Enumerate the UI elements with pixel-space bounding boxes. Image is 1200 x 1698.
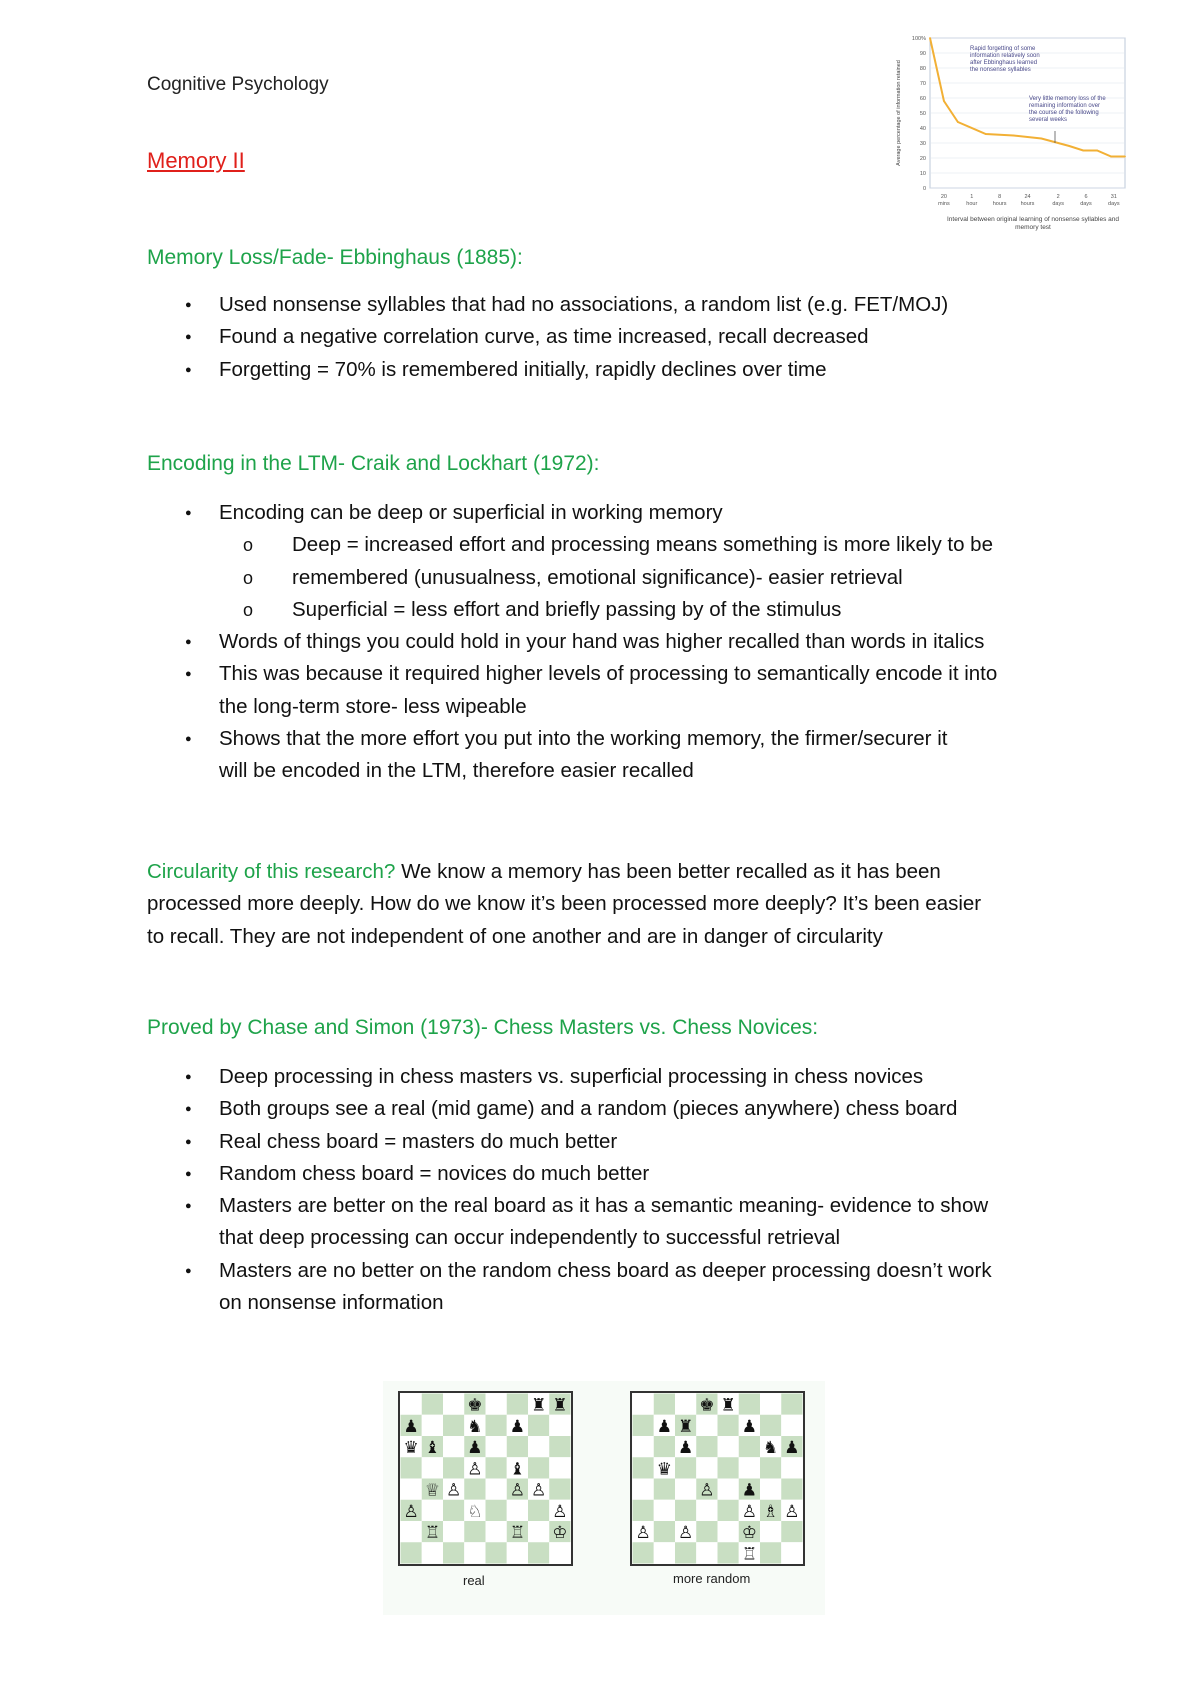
black-queen-icon: ♛ bbox=[403, 1438, 419, 1458]
white-rook-icon: ♖ bbox=[741, 1544, 757, 1565]
board-square bbox=[760, 1479, 781, 1500]
board-square bbox=[401, 1457, 422, 1478]
board-square bbox=[443, 1542, 464, 1563]
board-square bbox=[507, 1500, 528, 1521]
list-item: ● Masters are better on the real board as it has a semantic meaning- evidence to show bbox=[147, 1190, 1097, 1222]
board-square bbox=[675, 1394, 696, 1415]
annotation-little-3: the course of the following bbox=[1029, 110, 1099, 116]
white-pawn-icon: ♙ bbox=[467, 1459, 483, 1480]
y-tick-label: 0 bbox=[922, 186, 926, 192]
board-square bbox=[443, 1500, 464, 1521]
board-square bbox=[549, 1542, 570, 1563]
y-tick-label: 10 bbox=[919, 171, 926, 177]
black-knight-icon: ♞ bbox=[467, 1416, 483, 1437]
x-tick-label: 2 bbox=[1056, 194, 1060, 200]
y-tick-label: 60 bbox=[919, 96, 926, 102]
list-item: ● Random chess board = novices do much better bbox=[147, 1158, 1097, 1190]
board-square bbox=[486, 1415, 507, 1436]
board-square bbox=[696, 1542, 717, 1563]
board-square bbox=[781, 1521, 802, 1542]
annotation-little-4: several weeks bbox=[1029, 117, 1068, 123]
data-point bbox=[1096, 150, 1098, 152]
board-square bbox=[633, 1542, 654, 1563]
black-pawn-icon: ♟ bbox=[741, 1416, 757, 1437]
board-square bbox=[528, 1500, 549, 1521]
white-pawn-icon: ♙ bbox=[531, 1480, 547, 1501]
board-square bbox=[675, 1542, 696, 1563]
board-square bbox=[443, 1394, 464, 1415]
y-tick-label: 70 bbox=[919, 81, 926, 87]
x-tick-unit: hours bbox=[992, 201, 1007, 207]
y-tick-label: 80 bbox=[919, 66, 926, 72]
board-square bbox=[654, 1500, 675, 1521]
black-king-icon: ♚ bbox=[467, 1395, 483, 1416]
data-point bbox=[1110, 156, 1112, 158]
x-tick-unit: days bbox=[1080, 201, 1092, 207]
board-square bbox=[696, 1500, 717, 1521]
board-square bbox=[507, 1542, 528, 1563]
y-tick-label: 90 bbox=[919, 51, 926, 57]
data-point bbox=[985, 133, 987, 135]
list-item: ● Real chess board = masters do much better bbox=[147, 1126, 1097, 1158]
board-square bbox=[633, 1415, 654, 1436]
board-square bbox=[654, 1521, 675, 1542]
board-square bbox=[486, 1542, 507, 1563]
list-item: ● Forgetting = 70% is remembered initially, rapidly declines over time bbox=[147, 354, 1097, 386]
board-square bbox=[696, 1436, 717, 1457]
white-king-icon: ♔ bbox=[552, 1523, 568, 1543]
white-pawn-icon: ♙ bbox=[699, 1480, 715, 1501]
board-square bbox=[401, 1394, 422, 1415]
black-rook-icon: ♜ bbox=[678, 1416, 694, 1437]
board-square bbox=[443, 1436, 464, 1457]
list-item-text: remembered (unusualness, emotional significance)- easier retrieval bbox=[292, 565, 903, 589]
circularity-line-1: We know a memory has been better recalled as it has been bbox=[395, 860, 941, 883]
annotation-rapid-2: information relatively soon bbox=[970, 53, 1040, 59]
black-pawn-icon: ♟ bbox=[403, 1416, 419, 1437]
black-pawn-icon: ♟ bbox=[509, 1416, 525, 1437]
board-square bbox=[549, 1436, 570, 1457]
board-square bbox=[507, 1394, 528, 1415]
board-square bbox=[718, 1436, 739, 1457]
list-item-continued: on nonsense information bbox=[219, 1291, 444, 1315]
board-square bbox=[739, 1457, 760, 1478]
chess-boards-figure bbox=[383, 1381, 825, 1615]
white-pawn-icon: ♙ bbox=[678, 1523, 694, 1543]
black-pawn-icon: ♟ bbox=[784, 1438, 800, 1458]
board-square bbox=[696, 1457, 717, 1478]
chess-board-real bbox=[398, 1391, 573, 1566]
board-square bbox=[633, 1457, 654, 1478]
board-square bbox=[486, 1500, 507, 1521]
data-point bbox=[957, 121, 959, 123]
board-square bbox=[422, 1457, 443, 1478]
circularity-paragraph bbox=[147, 856, 1077, 953]
board-square bbox=[760, 1457, 781, 1478]
ebbinghaus-bullets bbox=[147, 289, 1097, 386]
x-tick-unit: days bbox=[1108, 201, 1120, 207]
board-square bbox=[633, 1394, 654, 1415]
list-item: ● Used nonsense syllables that had no associations, a random list (e.g. FET/MOJ) bbox=[147, 289, 1097, 321]
list-item: ● Shows that the more effort you put into the working memory, the firmer/securer it bbox=[147, 723, 1097, 755]
board-square bbox=[633, 1500, 654, 1521]
board-square bbox=[422, 1394, 443, 1415]
data-point bbox=[1013, 135, 1015, 137]
black-rook-icon: ♜ bbox=[552, 1395, 568, 1416]
board-square bbox=[718, 1415, 739, 1436]
x-tick-unit: hour bbox=[966, 201, 978, 207]
black-rook-icon: ♜ bbox=[531, 1395, 547, 1416]
board-square bbox=[422, 1500, 443, 1521]
white-pawn-icon: ♙ bbox=[446, 1480, 462, 1501]
circularity-line-3: to recall. They are not independent of one another and are in danger of circularity bbox=[147, 924, 883, 948]
board-square bbox=[633, 1479, 654, 1500]
black-pawn-icon: ♟ bbox=[467, 1438, 483, 1458]
board-square bbox=[718, 1521, 739, 1542]
chart-ylabel: Average percentage of information retained bbox=[896, 60, 902, 166]
board-square bbox=[443, 1415, 464, 1436]
list-item: ● Masters are no better on the random chess board as deeper processing doesn’t work bbox=[147, 1255, 1097, 1287]
list-item-continued: will be encoded in the LTM, therefore easier recalled bbox=[219, 759, 694, 783]
board-square bbox=[549, 1457, 570, 1478]
chart-xlabel: Interval between original learning of nonsense syllables and memory test bbox=[947, 216, 1119, 231]
board-square bbox=[654, 1479, 675, 1500]
forgetting-curve-chart bbox=[888, 28, 1140, 253]
white-bishop-icon: ♗ bbox=[763, 1501, 779, 1522]
x-tick-label: 8 bbox=[998, 194, 1002, 200]
board-square bbox=[422, 1542, 443, 1563]
board-square bbox=[549, 1415, 570, 1436]
x-tick-unit: days bbox=[1052, 201, 1064, 207]
board-square bbox=[464, 1479, 485, 1500]
board-square bbox=[528, 1457, 549, 1478]
board-square bbox=[760, 1521, 781, 1542]
board-square bbox=[549, 1479, 570, 1500]
black-bishop-icon: ♝ bbox=[509, 1459, 525, 1480]
white-knight-icon: ♘ bbox=[467, 1501, 483, 1522]
board-label-real: real bbox=[463, 1573, 485, 1588]
board-square bbox=[675, 1500, 696, 1521]
board-square bbox=[718, 1479, 739, 1500]
board-square bbox=[443, 1457, 464, 1478]
x-tick-label: 24 bbox=[1024, 194, 1031, 200]
board-square bbox=[654, 1394, 675, 1415]
board-square bbox=[401, 1521, 422, 1542]
black-bishop-icon: ♝ bbox=[424, 1438, 440, 1458]
annotation-rapid-1: Rapid forgetting of some bbox=[970, 46, 1036, 52]
data-point bbox=[1068, 145, 1070, 147]
list-item: ● Deep processing in chess masters vs. superficial processing in chess novices bbox=[147, 1061, 1097, 1093]
board-square bbox=[528, 1415, 549, 1436]
chart-xlabel-box bbox=[943, 216, 1123, 246]
list-item-continued: the long-term store- less wipeable bbox=[219, 694, 527, 718]
list-item: ● Both groups see a real (mid game) and a random (pieces anywhere) chess board bbox=[147, 1093, 1097, 1125]
board-square bbox=[696, 1521, 717, 1542]
white-king-icon: ♔ bbox=[741, 1523, 757, 1543]
heading-chase-simon: Proved by Chase and Simon (1973)- Chess Masters vs. Chess Novices: bbox=[147, 1016, 819, 1039]
craik-lockhart-bullets bbox=[147, 497, 1097, 788]
y-tick-label: 20 bbox=[919, 156, 926, 162]
board-square bbox=[654, 1542, 675, 1563]
black-pawn-icon: ♟ bbox=[741, 1480, 757, 1501]
board-square bbox=[486, 1479, 507, 1500]
board-square bbox=[464, 1521, 485, 1542]
list-item: ● Words of things you could hold in your hand was higher recalled than words in italics bbox=[147, 626, 1097, 658]
data-point bbox=[929, 37, 931, 39]
board-square bbox=[781, 1394, 802, 1415]
circularity-line-2: processed more deeply. How do we know it’s been processed more deeply? It’s been easier bbox=[147, 892, 982, 916]
board-square bbox=[486, 1457, 507, 1478]
data-point bbox=[943, 100, 945, 102]
board-square bbox=[718, 1457, 739, 1478]
list-item-continued: that deep processing can occur independently to successful retrieval bbox=[219, 1226, 841, 1250]
board-square bbox=[486, 1521, 507, 1542]
black-knight-icon: ♞ bbox=[763, 1438, 779, 1458]
black-pawn-icon: ♟ bbox=[656, 1416, 672, 1437]
page-header-course: Cognitive Psychology bbox=[147, 74, 329, 95]
white-pawn-icon: ♙ bbox=[635, 1523, 651, 1543]
board-square bbox=[654, 1436, 675, 1457]
board-square bbox=[781, 1457, 802, 1478]
board-square bbox=[401, 1479, 422, 1500]
annotation-little-1: Very little memory loss of the bbox=[1029, 96, 1106, 102]
y-tick-label: 50 bbox=[919, 111, 926, 117]
x-tick-unit: mins bbox=[938, 201, 950, 207]
board-square bbox=[739, 1436, 760, 1457]
list-item: ● This was because it required higher levels of processing to semantically encode it into bbox=[147, 658, 1097, 690]
sub-list-item: o Superficial = less effort and briefly passing by of the stimulus bbox=[147, 594, 1097, 626]
board-square bbox=[486, 1436, 507, 1457]
data-point bbox=[1041, 138, 1043, 140]
white-pawn-icon: ♙ bbox=[784, 1501, 800, 1522]
y-tick-label: 100% bbox=[911, 36, 926, 42]
board-square bbox=[760, 1415, 781, 1436]
board-square bbox=[633, 1436, 654, 1457]
board-square bbox=[718, 1500, 739, 1521]
white-pawn-icon: ♙ bbox=[741, 1501, 757, 1522]
x-tick-label: 1 bbox=[970, 194, 974, 200]
board-square bbox=[696, 1415, 717, 1436]
board-square bbox=[760, 1394, 781, 1415]
white-rook-icon: ♖ bbox=[424, 1523, 440, 1543]
white-pawn-icon: ♙ bbox=[552, 1501, 568, 1522]
heading-craik-lockhart: Encoding in the LTM- Craik and Lockhart (1972): bbox=[147, 452, 600, 475]
white-pawn-icon: ♙ bbox=[403, 1501, 419, 1522]
white-queen-icon: ♕ bbox=[424, 1480, 440, 1501]
black-rook-icon: ♜ bbox=[720, 1395, 736, 1416]
board-square bbox=[507, 1436, 528, 1457]
sub-list-item: o Deep = increased effort and processing means something is more likely to be bbox=[147, 529, 1097, 561]
board-square bbox=[486, 1394, 507, 1415]
board-square bbox=[718, 1542, 739, 1563]
board-square bbox=[675, 1457, 696, 1478]
board-square bbox=[528, 1436, 549, 1457]
board-square bbox=[422, 1415, 443, 1436]
x-tick-label: 20 bbox=[940, 194, 947, 200]
data-point bbox=[1082, 150, 1084, 152]
list-item: ● Found a negative correlation curve, as time increased, recall decreased bbox=[147, 321, 1097, 353]
board-square bbox=[528, 1521, 549, 1542]
page-title: Memory II bbox=[147, 148, 245, 173]
chess-board-random bbox=[630, 1391, 805, 1566]
board-square bbox=[401, 1542, 422, 1563]
heading-ebbinghaus: Memory Loss/Fade- Ebbinghaus (1885): bbox=[147, 246, 523, 269]
board-square bbox=[781, 1415, 802, 1436]
white-pawn-icon: ♙ bbox=[509, 1480, 525, 1501]
list-item: ● Encoding can be deep or superficial in working memory bbox=[147, 497, 1097, 529]
x-tick-unit: hours bbox=[1020, 201, 1035, 207]
board-label-random: more random bbox=[673, 1571, 751, 1586]
y-tick-label: 40 bbox=[919, 126, 926, 132]
annotation-rapid-3: after Ebbinghaus learned bbox=[970, 60, 1038, 66]
data-point bbox=[1124, 156, 1126, 158]
annotation-little-2: remaining information over bbox=[1029, 103, 1101, 109]
black-pawn-icon: ♟ bbox=[678, 1438, 694, 1458]
board-square bbox=[739, 1394, 760, 1415]
white-rook-icon: ♖ bbox=[509, 1523, 525, 1543]
heading-circularity: Circularity of this research? bbox=[147, 860, 396, 883]
x-tick-label: 31 bbox=[1110, 194, 1117, 200]
chase-simon-bullets bbox=[147, 1061, 1097, 1319]
board-square bbox=[781, 1479, 802, 1500]
board-square bbox=[443, 1521, 464, 1542]
black-queen-icon: ♛ bbox=[656, 1459, 672, 1480]
board-square bbox=[781, 1542, 802, 1563]
annotation-rapid-4: the nonsense syllables bbox=[970, 67, 1031, 73]
sub-list-item-continued bbox=[147, 562, 1097, 594]
board-square bbox=[675, 1479, 696, 1500]
black-king-icon: ♚ bbox=[699, 1395, 715, 1416]
board-square bbox=[464, 1542, 485, 1563]
y-tick-label: 30 bbox=[919, 141, 926, 147]
board-square bbox=[760, 1542, 781, 1563]
x-tick-label: 6 bbox=[1084, 194, 1088, 200]
board-square bbox=[528, 1542, 549, 1563]
